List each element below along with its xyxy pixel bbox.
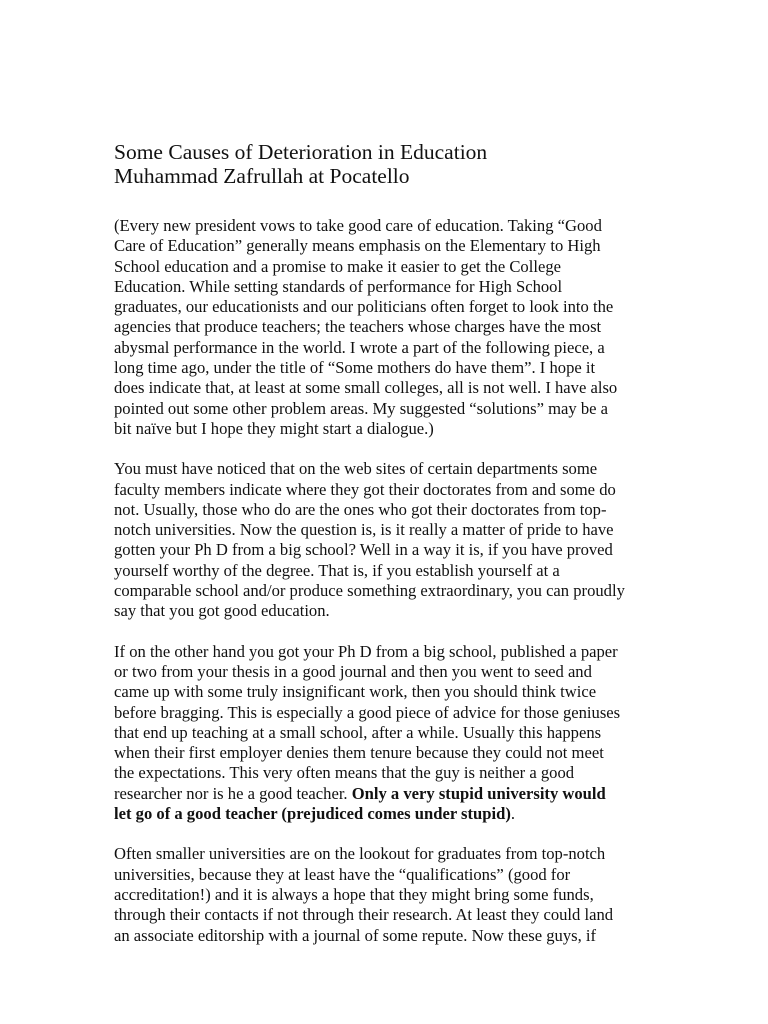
text-run: If on the other hand you got your Ph D from a big school, published a paper — [114, 641, 618, 661]
text-run: that end up teaching at a small school, after a while. Usually this happens — [114, 722, 602, 742]
text-run: agencies that produce teachers; the teachers whose charges have the most — [114, 317, 602, 337]
text-run: gotten your Ph D from a big school? Well in a way it is, if you have proved — [114, 540, 613, 560]
text-line — [114, 784, 734, 804]
paragraph — [114, 844, 734, 945]
text-run: through their contacts if not through their research. At least they could land — [114, 905, 614, 925]
title-block — [114, 140, 714, 188]
text-line — [114, 378, 734, 398]
text-line — [114, 926, 734, 946]
text-line — [114, 338, 734, 358]
text-line — [114, 885, 734, 905]
text-line — [114, 804, 734, 824]
text-run: comparable school and/or produce something extraordinary, you can proudly — [114, 581, 625, 601]
paragraph — [114, 642, 734, 825]
text-line — [114, 561, 734, 581]
text-line — [114, 257, 734, 277]
text-line — [114, 317, 734, 337]
text-line — [114, 865, 734, 885]
text-run: Education. While setting standards of performance for High School — [114, 276, 563, 296]
bold-text: let go of a good teacher (prejudiced comes under stupid) — [114, 804, 511, 824]
text-line — [114, 480, 734, 500]
text-run: faculty members indicate where they got their doctorates from and some do — [114, 479, 616, 499]
text-line — [114, 844, 734, 864]
paragraph — [114, 459, 734, 621]
text-run: say that you got good education. — [114, 601, 330, 621]
text-run: You must have noticed that on the web sites of certain departments some — [114, 459, 598, 479]
text-line — [114, 682, 734, 702]
text-line — [114, 743, 734, 763]
text-run: . — [510, 804, 516, 824]
text-run: came up with some truly insignificant work, then you should think twice — [114, 682, 597, 702]
text-run: School education and a promise to make it easier to get the College — [114, 256, 561, 276]
text-run: researcher nor is he a good teacher. — [114, 783, 352, 803]
text-run: yourself worthy of the degree. That is, if you establish yourself at a — [114, 560, 560, 580]
text-line — [114, 459, 734, 479]
text-run: before bragging. This is especially a good piece of advice for those geniuses — [114, 702, 621, 722]
text-run: graduates, our educationists and our politicians often forget to look into the — [114, 297, 614, 317]
text-line — [114, 703, 734, 723]
text-run: the expectations. This very often means that the guy is neither a good — [114, 763, 575, 783]
text-run: (Every new president vows to take good care of education. Taking “Good — [114, 216, 602, 235]
document-title: Some Causes of Deterioration in Education — [114, 140, 488, 164]
paragraph — [114, 216, 734, 439]
text-run: when their first employer denies them tenure because they could not meet — [114, 743, 604, 763]
text-line — [114, 581, 734, 601]
text-run: Care of Education” generally means emphasis on the Elementary to High — [114, 236, 601, 256]
text-line — [114, 358, 734, 378]
text-run: Often smaller universities are on the lookout for graduates from top-notch — [114, 844, 606, 864]
document-body — [114, 216, 734, 966]
text-run: abysmal performance in the world. I wrote a part of the following piece, a — [114, 337, 605, 357]
text-line — [114, 601, 734, 621]
text-line — [114, 642, 734, 662]
text-run: universities, because they at least have the “qualifications” (good for — [114, 864, 571, 884]
text-run: or two from your thesis in a good journal and then you went to seed and — [114, 661, 592, 681]
author-line: Muhammad Zafrullah at Pocatello — [114, 164, 410, 188]
text-run: bit naïve but I hope they might start a dialogue.) — [114, 418, 434, 438]
text-line — [114, 216, 734, 236]
text-line — [114, 723, 734, 743]
text-line — [114, 905, 734, 925]
text-run: an associate editorship with a journal of some repute. Now these guys, if — [114, 925, 597, 945]
text-line — [114, 399, 734, 419]
text-line — [114, 277, 734, 297]
text-line — [114, 500, 734, 520]
text-line — [114, 763, 734, 783]
text-run: accreditation!) and it is always a hope that they might bring some funds, — [114, 884, 594, 904]
text-line — [114, 520, 734, 540]
text-line — [114, 662, 734, 682]
text-line — [114, 419, 734, 439]
text-line — [114, 297, 734, 317]
text-run: not. Usually, those who do are the ones who got their doctorates from top- — [114, 499, 607, 519]
text-run: long time ago, under the title of “Some mothers do have them”. I hope it — [114, 358, 596, 378]
text-line — [114, 236, 734, 256]
text-line — [114, 540, 734, 560]
text-run: pointed out some other problem areas. My suggested “solutions” may be a — [114, 398, 609, 418]
bold-text: Only a very stupid university would — [351, 783, 606, 803]
text-run: does indicate that, at least at some small colleges, all is not well. I have also — [114, 378, 618, 398]
text-run: notch universities. Now the question is, is it really a matter of pride to have — [114, 520, 614, 540]
